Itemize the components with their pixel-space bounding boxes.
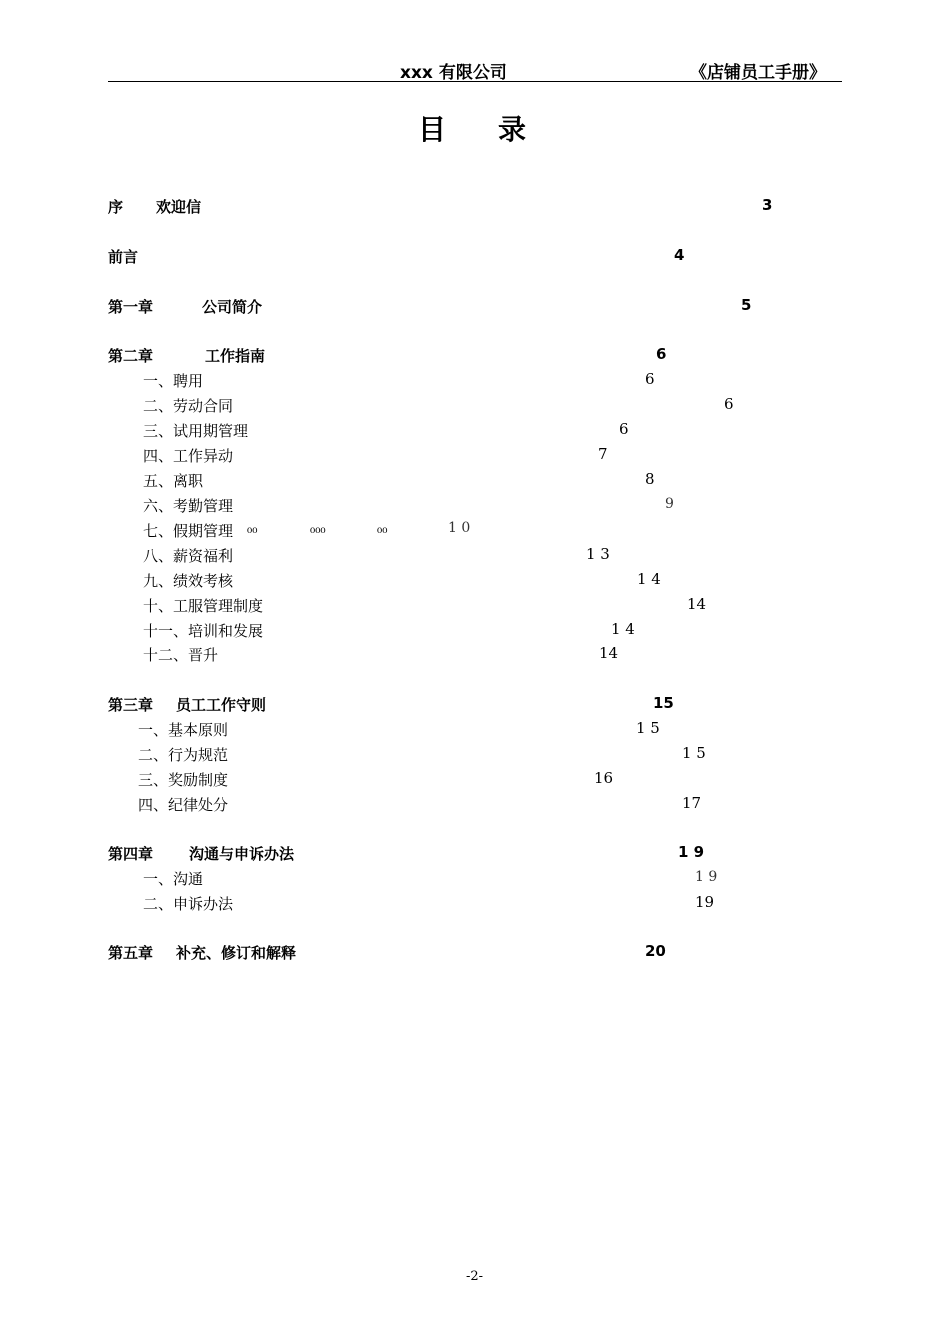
toc-ch2-item-page: 6 (645, 370, 655, 388)
toc-foreword-page: 4 (674, 246, 685, 264)
toc-ch2-item-page: 1 3 (586, 545, 610, 563)
toc-ch2-item-page: 1 0 (448, 520, 471, 536)
toc-ch3-page: 15 (653, 694, 674, 712)
toc-ch2-item-page: 14 (599, 644, 619, 662)
toc-ch2-item-page: 6 (619, 420, 629, 438)
toc-ch5-page: 20 (645, 942, 666, 960)
toc-leader-dots: ₀₀ (247, 522, 258, 537)
toc-ch2-item-page: 1 4 (637, 570, 661, 588)
toc-ch3-item-label: 四、纪律处分 (138, 796, 229, 814)
toc-ch4-page: 1 9 (678, 843, 705, 861)
toc-leader-dots: ₀₀₀ (310, 522, 326, 537)
header-manual-title: 《店铺员工手册》 (690, 63, 826, 83)
toc-ch4-item-page: 19 (695, 893, 715, 911)
toc-ch4-item-label: 一、沟通 (143, 870, 204, 888)
toc-ch3-title: 员工工作守则 (176, 696, 267, 714)
toc-ch2-item-page: 7 (598, 445, 608, 463)
toc-ch1-title: 公司简介 (202, 298, 263, 316)
toc-ch3-item-page: 16 (594, 769, 614, 787)
toc-ch4-item-label: 二、申诉办法 (143, 895, 234, 913)
toc-ch2-item-label: 二、劳动合同 (143, 397, 234, 415)
toc-ch3-item-page: 1 5 (636, 719, 660, 737)
toc-ch2-item-label: 九、绩效考核 (143, 572, 234, 590)
page-number: -2- (466, 1269, 484, 1284)
toc-ch1-label: 第一章 (108, 298, 154, 316)
header-company-name: xxx 有限公司 (400, 63, 507, 83)
toc-ch3-item-page: 1 5 (682, 744, 706, 762)
toc-ch2-item-label: 五、离职 (143, 472, 204, 490)
toc-ch2-item-label: 三、试用期管理 (143, 422, 249, 440)
toc-leader-dots: ₀₀ (377, 522, 388, 537)
toc-ch5-title: 补充、修订和解释 (176, 944, 297, 962)
toc-ch2-item-label: 十一、培训和发展 (143, 622, 264, 640)
toc-ch2-item-label: 一、聘用 (143, 372, 204, 390)
toc-ch2-item-page: 1 4 (611, 620, 635, 638)
toc-ch3-item-label: 三、奖励制度 (138, 771, 229, 789)
toc-ch3-item-label: 二、行为规范 (138, 746, 229, 764)
toc-ch2-label: 第二章 (108, 347, 154, 365)
toc-ch3-label: 第三章 (108, 696, 154, 714)
toc-foreword-label: 前言 (108, 248, 139, 266)
toc-ch1-page: 5 (741, 296, 752, 314)
toc-preface-title: 欢迎信 (156, 198, 202, 216)
toc-ch2-item-label: 十、工服管理制度 (143, 597, 264, 615)
toc-ch4-title: 沟通与申诉办法 (189, 845, 295, 863)
toc-ch3-item-page: 17 (682, 794, 702, 812)
toc-ch2-item-page: 14 (687, 595, 707, 613)
toc-ch2-item-page: 6 (724, 395, 734, 413)
toc-preface-label: 序 (108, 198, 124, 216)
toc-ch2-item-label: 六、考勤管理 (143, 497, 234, 515)
toc-ch2-item-label: 七、假期管理 (143, 522, 234, 540)
toc-ch2-page: 6 (656, 345, 667, 363)
toc-ch3-item-label: 一、基本原则 (138, 721, 229, 739)
toc-title: 目录 (418, 113, 579, 146)
toc-ch2-item-label: 八、薪资福利 (143, 547, 234, 565)
toc-ch4-item-page: 1 9 (695, 869, 718, 885)
toc-preface-page: 3 (762, 196, 773, 214)
toc-ch5-label: 第五章 (108, 944, 154, 962)
toc-ch2-item-label: 十二、晋升 (143, 646, 219, 664)
toc-ch2-item-label: 四、工作异动 (143, 447, 234, 465)
toc-ch4-label: 第四章 (108, 845, 154, 863)
toc-ch2-title: 工作指南 (205, 347, 266, 365)
header-divider (108, 81, 842, 82)
toc-ch2-item-page: 9 (665, 496, 674, 512)
toc-ch2-item-page: 8 (645, 470, 655, 488)
